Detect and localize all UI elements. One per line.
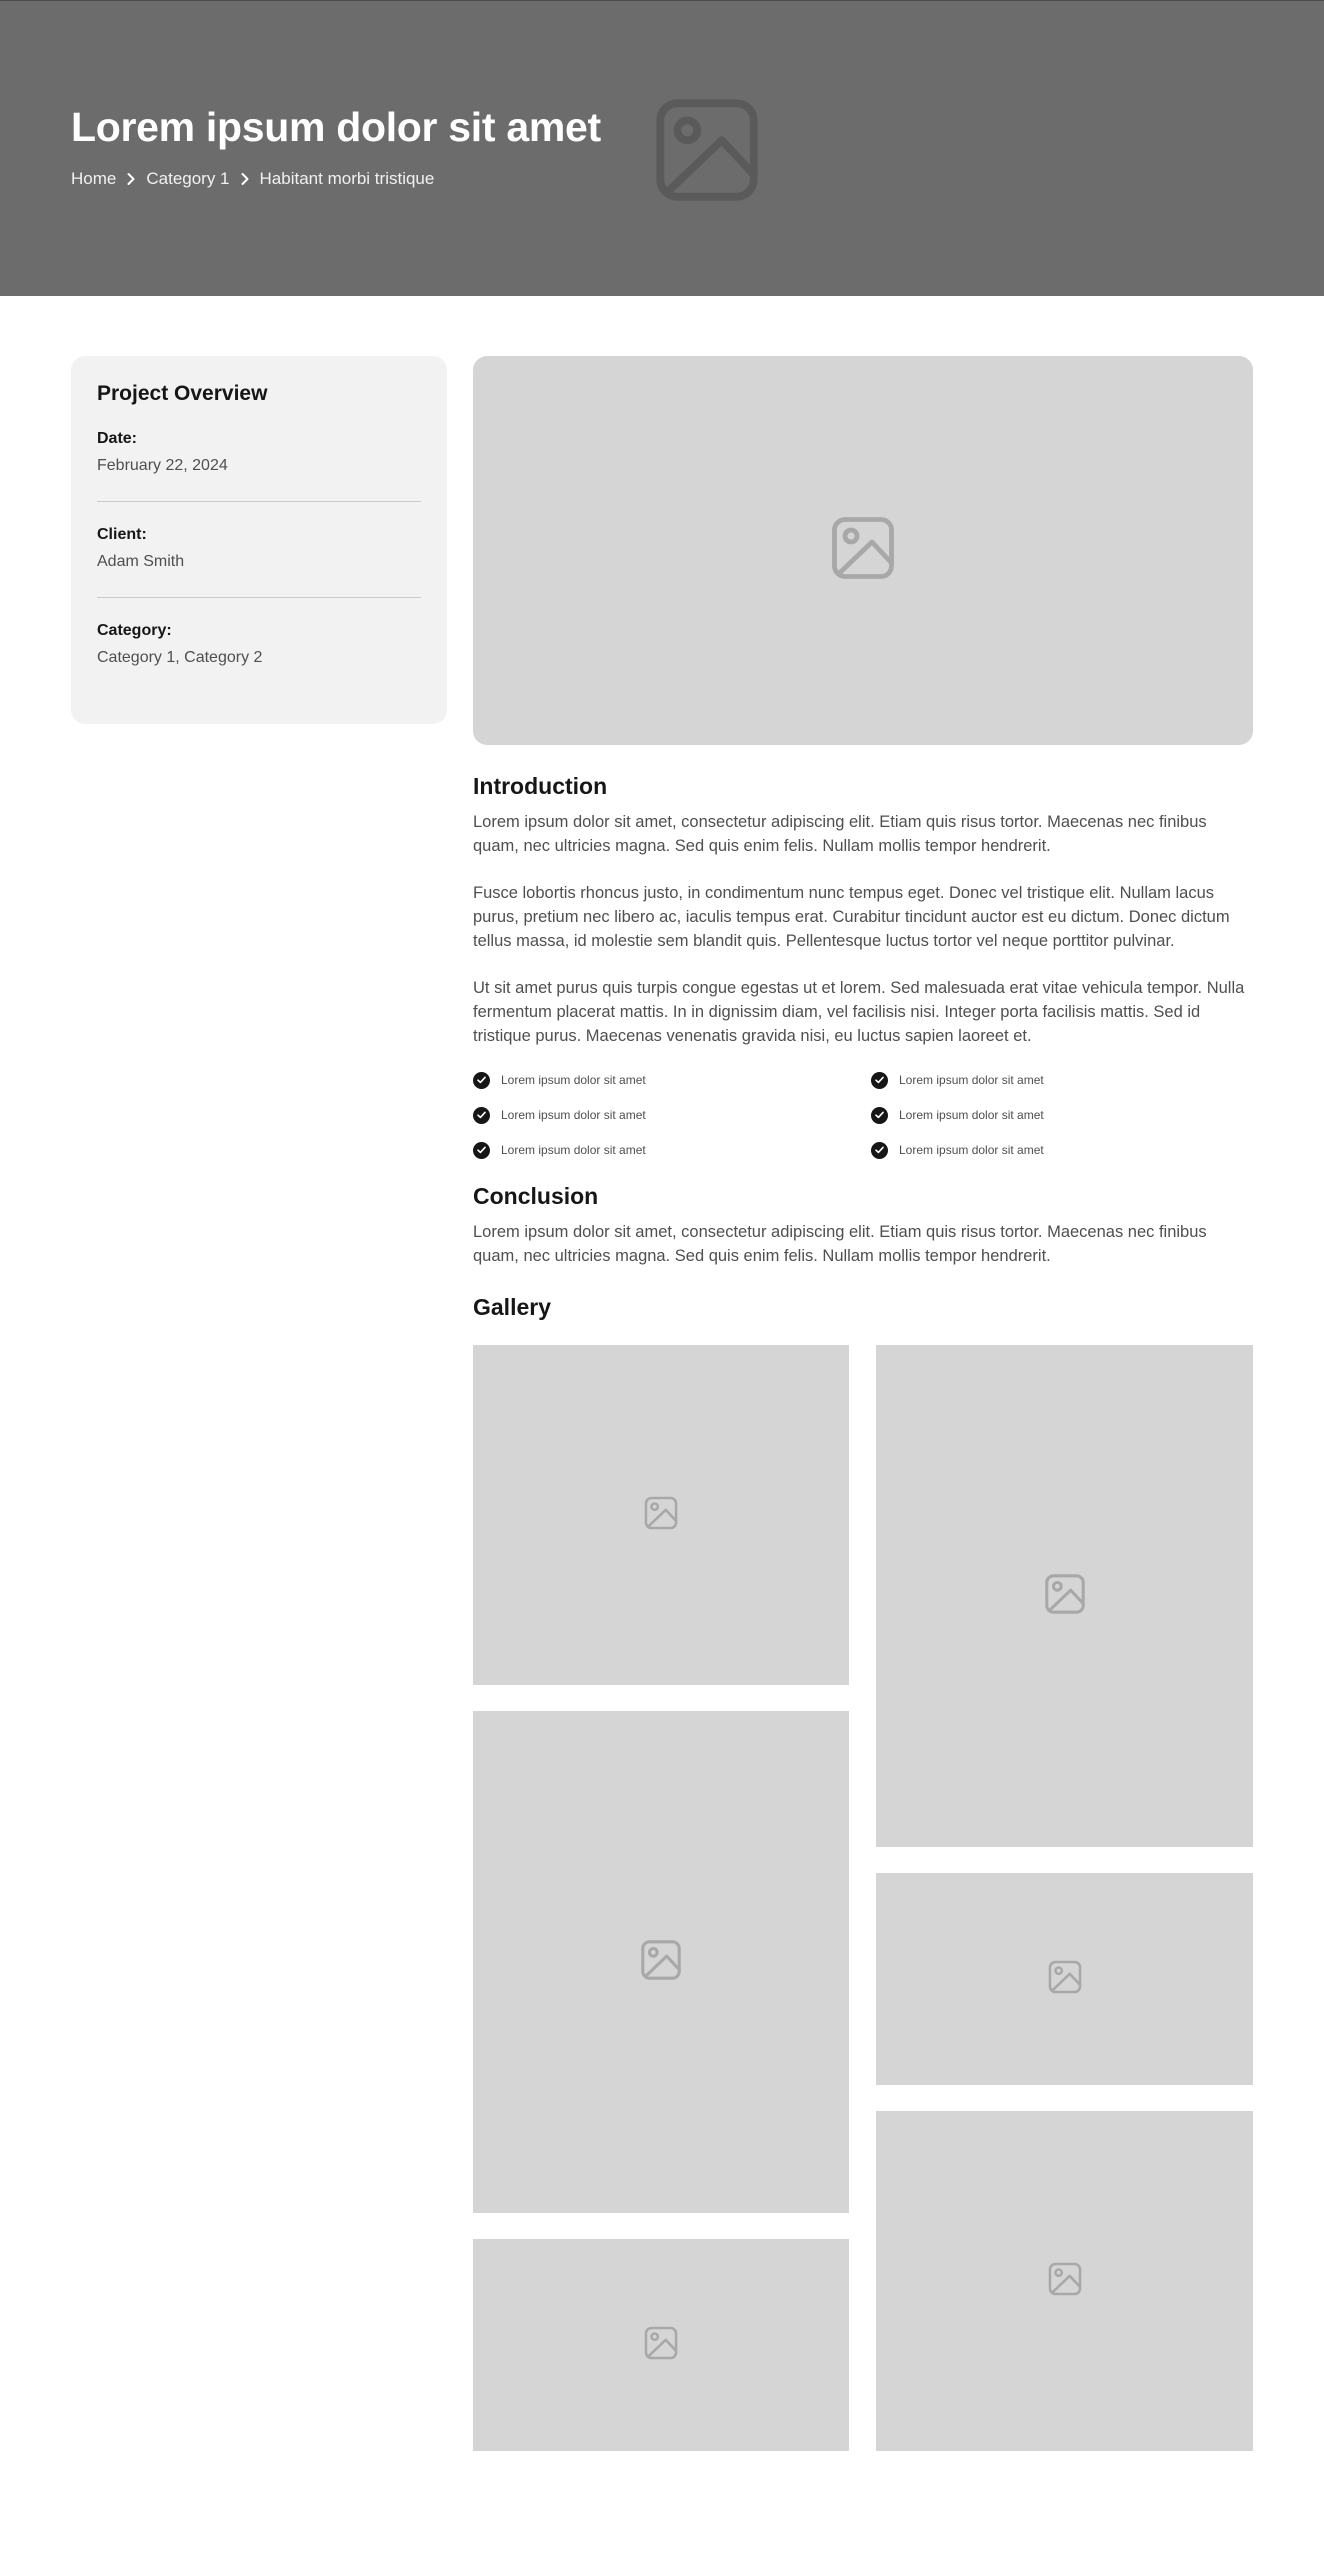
check-circle-icon xyxy=(871,1142,888,1159)
breadcrumb xyxy=(71,169,434,189)
overview-value: Adam Smith xyxy=(97,553,185,570)
project-overview-title: Project Overview xyxy=(97,382,268,405)
checklist-item-label: Lorem ipsum dolor sit amet xyxy=(501,1108,646,1122)
breadcrumb-current: Habitant morbi tristique xyxy=(259,169,435,188)
check-circle-icon xyxy=(473,1142,490,1159)
divider xyxy=(97,501,421,502)
image-icon xyxy=(827,512,899,589)
intro-paragraph: Ut sit amet purus quis turpis congue egestas ut et lorem. Sed malesuada erat vitae vehicula tempor. Nulla fermentum placerat mattis. In in dignissim diam, vel facilisis nisi. Integer porta facilisis mattis. Sed id tristique purus. Maecenas venenatis gravida nisi, eu luctus sapien laoreet et. xyxy=(473,979,1245,1045)
checklist-item-label: Lorem ipsum dolor sit amet xyxy=(899,1073,1044,1087)
gallery-image[interactable] xyxy=(473,1345,849,1685)
gallery-image[interactable] xyxy=(876,1873,1253,2085)
feature-image xyxy=(473,356,1253,745)
gallery-image[interactable] xyxy=(473,1711,849,2213)
checklist-item xyxy=(473,1106,871,1124)
breadcrumb-home[interactable]: Home xyxy=(71,169,117,188)
checklist-item xyxy=(473,1141,871,1159)
overview-value: Category 1, Category 2 xyxy=(97,649,263,666)
main-content xyxy=(473,356,1253,2452)
checklist-item xyxy=(871,1106,1253,1124)
overview-category xyxy=(97,622,421,667)
check-circle-icon xyxy=(871,1107,888,1124)
overview-label: Date: xyxy=(97,430,138,447)
checklist-item-label: Lorem ipsum dolor sit amet xyxy=(501,1073,646,1087)
checklist-item xyxy=(473,1071,871,1089)
gallery-grid xyxy=(473,1345,1253,2452)
overview-date xyxy=(97,430,421,475)
conclusion-paragraph: Lorem ipsum dolor sit amet, consectetur adipiscing elit. Etiam quis risus tortor. Maecenas nec finibus quam, nec ultricies magna. Sed quis enim felis. Nullam mollis tempor hendrerit. xyxy=(473,1223,1207,1265)
image-icon xyxy=(1046,2260,1084,2303)
chevron-right-icon xyxy=(116,172,146,186)
checklist xyxy=(473,1071,1253,1159)
introduction-title: Introduction xyxy=(473,773,608,799)
intro-paragraph: Lorem ipsum dolor sit amet, consectetur adipiscing elit. Etiam quis risus tortor. Maecenas nec finibus quam, nec ultricies magna. Sed quis enim felis. Nullam mollis tempor hendrerit. xyxy=(473,813,1207,855)
image-icon xyxy=(642,1494,680,1537)
image-icon xyxy=(1046,1958,1084,2001)
image-icon xyxy=(1042,1571,1088,1622)
check-circle-icon xyxy=(473,1072,490,1089)
checklist-item xyxy=(871,1071,1253,1089)
overview-value: February 22, 2024 xyxy=(97,457,228,474)
image-icon xyxy=(642,2324,680,2367)
gallery-image[interactable] xyxy=(876,2111,1253,2451)
breadcrumb-category[interactable]: Category 1 xyxy=(146,169,230,188)
chevron-right-icon xyxy=(230,172,260,186)
checklist-item xyxy=(871,1141,1253,1159)
intro-paragraph: Fusce lobortis rhoncus justo, in condimentum nunc tempus eget. Donec vel tristique elit. Nullam lacus purus, pretium nec libero ac, iaculis tempus erat. Curabitur tincidunt auctor est eu dictum. Donec dictum tellus massa, id molestie sem blandit quis. Pellentesque luctus tortor vel neque porttitor pulvinar. xyxy=(473,884,1230,950)
checklist-item-label: Lorem ipsum dolor sit amet xyxy=(899,1143,1044,1157)
gallery-image[interactable] xyxy=(876,1345,1253,1847)
image-icon xyxy=(648,91,766,209)
gallery-title: Gallery xyxy=(473,1294,551,1320)
gallery-image[interactable] xyxy=(473,2239,849,2451)
project-overview-card xyxy=(71,356,447,724)
check-circle-icon xyxy=(473,1107,490,1124)
page-title: Lorem ipsum dolor sit amet xyxy=(71,104,601,150)
overview-label: Category: xyxy=(97,622,172,639)
image-icon xyxy=(638,1937,684,1988)
overview-client xyxy=(97,526,421,571)
check-circle-icon xyxy=(871,1072,888,1089)
checklist-item-label: Lorem ipsum dolor sit amet xyxy=(899,1108,1044,1122)
checklist-item-label: Lorem ipsum dolor sit amet xyxy=(501,1143,646,1157)
conclusion-title: Conclusion xyxy=(473,1183,599,1209)
overview-label: Client: xyxy=(97,526,147,543)
divider xyxy=(97,597,421,598)
page-hero xyxy=(0,0,1324,296)
